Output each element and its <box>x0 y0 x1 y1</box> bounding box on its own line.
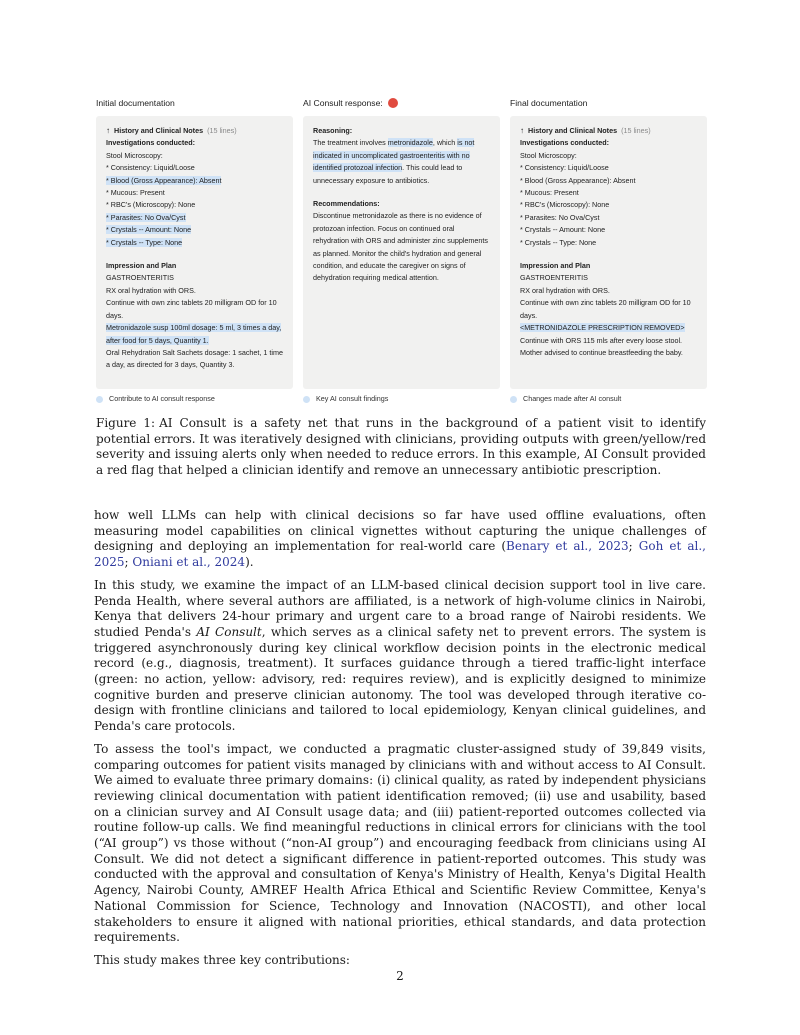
column-heading: AI Consult response: <box>303 98 383 108</box>
plan-heading: Impression and Plan <box>520 261 591 271</box>
plan-line: RX oral hydration with ORS. <box>106 285 196 295</box>
legend <box>510 393 621 405</box>
follow-up-instructions: Continue with ORS 115 mls after every loose stool. Mother advised to continue breastfeeding the baby. <box>520 335 683 357</box>
red-flag-icon <box>388 98 398 108</box>
plan-line: Continue with own zinc tablets 20 milligram OD for 10 days. <box>520 298 691 320</box>
ai-consult-panel <box>303 116 500 389</box>
stool-label: Stool Microscopy: <box>520 150 577 160</box>
history-subheader <box>106 125 283 137</box>
paragraph: This study makes three key contributions: <box>94 952 350 967</box>
citation-link[interactable]: Oniani et al., 2024 <box>132 555 246 570</box>
investigations-heading: Investigations conducted: <box>106 138 196 148</box>
reasoning-highlight: is not indicated in uncomplicated gastroenteritis with no identified protozoal infection <box>313 138 475 173</box>
initial-documentation-column <box>96 96 293 403</box>
finding-line-highlighted: * Parasites: No Ova/Cyst <box>106 212 186 222</box>
final-documentation-panel <box>510 116 707 389</box>
legend-label: Key AI consult findings <box>316 394 389 403</box>
caption-text: AI Consult is a safety net that runs in the background of a patient visit to identify potential errors. It was iteratively designed with clinicians, providing outputs with green/yellow/red severity and issuing alerts only when needed to reduce errors. In this example, AI Consult provided a red flag that helped a clinician identify and remove an unnecessary antibiotic prescription. <box>96 416 706 477</box>
page-number: 2 <box>396 969 404 983</box>
paragraph: To assess the tool's impact, we conducted a pragmatic cluster-assigned study of 39,849 visits, comparing outcomes for patient visits managed by clinicians with and without access to AI Consult. We aimed to evaluate three primary domains: (i) clinical quality, as rated by independent physicians reviewing clinical documentation with patient identification removed; (ii) use and usability, based on a clinician survey and AI Consult usage data; and (iii) patient-reported outcomes collected via routine follow-up calls. We find meaningful reductions in clinical errors for clinicians with the tool (“AI group”) vs those without (“non-AI group”) and encouraging feedback from clinicians using AI Consult. We did not detect a significant difference in patient-reported outcomes. This study was conducted with the approval and consultation of Kenya's Ministry of Health, Kenya's Digital Health Agency, Nairobi County, AMREF Health Africa Ethical and Scientific Review Committee, Kenya's National Commission for Science, Technology and Innovation (NACOSTI), and other local stakeholders to ensure it aligned with national priorities, ethical standards, and data protection requirements. <box>94 741 706 945</box>
finding-line: * Mucous: Present <box>106 188 165 198</box>
recommendations-heading: Recommendations: <box>313 199 380 209</box>
plan-line: GASTROENTERITIS <box>106 273 174 283</box>
legend <box>96 393 215 405</box>
finding-line: * Blood (Gross Appearance): Absent <box>520 175 636 185</box>
legend-dot-icon <box>510 396 517 403</box>
drug-highlight: metronidazole <box>387 138 433 148</box>
reasoning-text: The treatment involves metronidazole, which is not indicated in uncomplicated gastroenteritis with no identified protozoal infection. This could lead to unnecessary exposure to antibiotics. <box>313 138 475 185</box>
legend-dot-icon <box>303 396 310 403</box>
finding-line: * Crystals -- Amount: None <box>520 225 606 235</box>
paragraph: In this study, we examine the impact of an LLM-based clinical decision support tool in live care. Penda Health, where several authors are affiliated, is a network of high-volume clinics in Nairobi, Kenya that delivers 24-hour primary and urgent care to a broad range of Nairobi residents. We studied Penda's AI Consult, which serves as a clinical safety net to prevent errors. The system is triggered asynchronously during key clinical workflow decision points in the electronic medical record (e.g., diagnosis, treatment). It surfaces guidance through a tiered traffic-light interface (green: no action, yellow: advisory, red: requires review), and is explicitly designed to minimize cognitive burden and preserve clinician autonomy. The tool was developed through iterative co-design with frontline clinicians and tailored to local epidemiology, Kenyan clinical guidelines, and Penda's care protocols. <box>94 577 706 734</box>
body-text <box>94 508 706 976</box>
final-documentation-column <box>510 96 707 403</box>
finding-line: * Consistency: Liquid/Loose <box>520 163 609 173</box>
reasoning-heading: Reasoning: <box>313 126 353 135</box>
legend-dot-icon <box>96 396 103 403</box>
finding-line: * Consistency: Liquid/Loose <box>106 163 195 173</box>
column-heading: Initial documentation <box>96 98 175 108</box>
column-heading: Final documentation <box>510 98 588 108</box>
prescription-removed-marker: <METRONIDAZOLE PRESCRIPTION REMOVED> <box>520 323 685 333</box>
finding-line: * Mucous: Present <box>520 188 579 198</box>
ai-consult-term: AI Consult <box>196 624 262 639</box>
metronidazole-prescription: Metronidazole susp 100ml dosage: 5 ml, 3 times a day, after food for 5 days, Quantity 1. <box>106 323 282 345</box>
finding-line: * Crystals -- Type: None <box>520 237 597 247</box>
plan-line: Continue with own zinc tablets 20 milligram OD for 10 days. <box>106 298 277 320</box>
column-heading-row <box>303 96 500 110</box>
initial-documentation-panel <box>96 116 293 389</box>
finding-line-highlighted: * Blood (Gross Appearance): Absent <box>106 175 222 185</box>
investigations-heading: Investigations conducted: <box>520 138 610 148</box>
legend-label: Contribute to AI consult response <box>109 394 215 403</box>
citation-link[interactable]: Goh et al., 2025 <box>94 539 706 570</box>
finding-line: * Parasites: No Ova/Cyst <box>520 212 600 222</box>
paragraph: how well LLMs can help with clinical decisions so far have used offline evaluations, often measuring model capabilities on clinical vignettes without capturing the unique challenges of designing and deploying an implementation for real-world care (Benary et al., 2023; Goh et al., 2025; Oniani et al., 2024). <box>94 508 706 570</box>
subheader-label: History and Clinical Notes <box>114 126 204 135</box>
citation-link[interactable]: Benary et al., 2023 <box>506 539 629 554</box>
arrow-up-icon: ↑ <box>520 126 524 136</box>
arrow-up-icon: ↑ <box>106 126 110 136</box>
ai-consult-column <box>303 96 500 403</box>
subheader-label: History and Clinical Notes <box>528 126 618 135</box>
ors-prescription: Oral Rehydration Salt Sachets dosage: 1 sachet, 1 time a day, as directed for 3 days, Quantity 3. <box>106 347 283 370</box>
plan-line: GASTROENTERITIS <box>520 273 588 283</box>
finding-line-highlighted: * Crystals -- Type: None <box>106 237 183 247</box>
finding-line-highlighted: * Crystals -- Amount: None <box>106 225 192 235</box>
recommendations-text: Discontinue metronidazole as there is no evidence of protozoan infection. Focus on continued oral rehydration with ORS and administer zinc supplements as planned. Monitor the child's hydration and general condition, and educate the caregiver on signs of dehydration requiring medical attention. <box>313 211 488 283</box>
figure-1 <box>96 96 704 406</box>
stool-label: Stool Microscopy: <box>106 150 163 160</box>
line-count: (15 lines) <box>207 126 237 135</box>
history-subheader <box>520 125 697 137</box>
legend <box>303 393 388 405</box>
caption-label: Figure 1: <box>96 416 156 430</box>
figure-caption <box>96 416 706 478</box>
plan-line: RX oral hydration with ORS. <box>520 285 610 295</box>
finding-line: * RBC's (Microscopy): None <box>520 200 610 210</box>
line-count: (15 lines) <box>621 126 651 135</box>
legend-label: Changes made after AI consult <box>523 394 622 403</box>
plan-heading: Impression and Plan <box>106 261 177 271</box>
finding-line: * RBC's (Microscopy): None <box>106 200 196 210</box>
